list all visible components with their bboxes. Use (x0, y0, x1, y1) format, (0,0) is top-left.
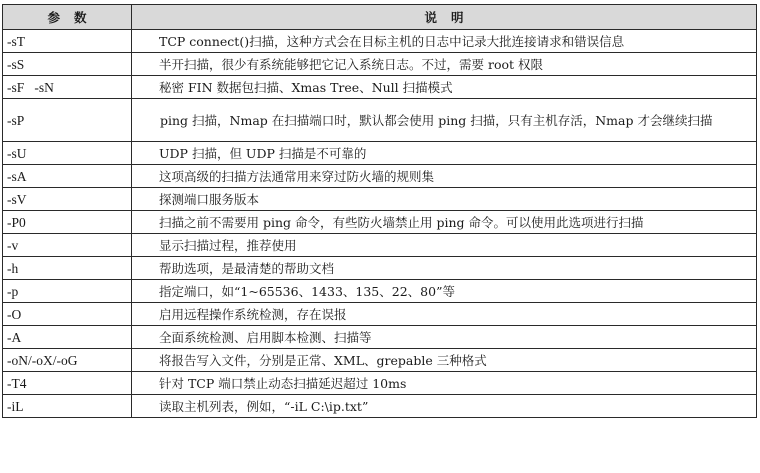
param-cell: -sU (3, 142, 132, 165)
desc-cell: 帮助选项，是最清楚的帮助文档 (132, 257, 757, 280)
param-cell: -sF -sN (3, 76, 132, 99)
nmap-parameter-table-container (2, 4, 756, 418)
desc-cell: 指定端口，如“1~65536、1433、135、22、80”等 (132, 280, 757, 303)
param-cell: -iL (3, 395, 132, 418)
desc-cell: 扫描之前不需要用 ping 命令，有些防火墙禁止用 ping 命令。可以使用此选项进行扫描 (132, 211, 757, 234)
table-row (3, 372, 757, 395)
desc-cell: 将报告写入文件，分别是正常、XML、grepable 三种格式 (132, 349, 757, 372)
param-cell: -oN/-oX/-oG (3, 349, 132, 372)
table-row (3, 303, 757, 326)
table-row (3, 53, 757, 76)
desc-cell: 秘密 FIN 数据包扫描、Xmas Tree、Null 扫描模式 (132, 76, 757, 99)
param-cell: -sS (3, 53, 132, 76)
desc-cell: 显示扫描过程，推荐使用 (132, 234, 757, 257)
param-cell: -sT (3, 30, 132, 53)
table-row (3, 326, 757, 349)
param-cell: -sV (3, 188, 132, 211)
table-row (3, 76, 757, 99)
table-row (3, 349, 757, 372)
table-row (3, 99, 757, 142)
table-row (3, 211, 757, 234)
header-param: 参数 (3, 5, 132, 30)
desc-cell: 半开扫描，很少有系统能够把它记入系统日志。不过，需要 root 权限 (132, 53, 757, 76)
table-row (3, 142, 757, 165)
param-cell: -p (3, 280, 132, 303)
param-cell: -A (3, 326, 132, 349)
nmap-parameter-table (2, 4, 757, 418)
table-row (3, 165, 757, 188)
param-cell: -h (3, 257, 132, 280)
desc-cell: TCP connect()扫描，这种方式会在目标主机的日志中记录大批连接请求和错误信息 (132, 30, 757, 53)
desc-cell: ping 扫描，Nmap 在扫描端口时，默认都会使用 ping 扫描，只有主机存活，Nmap 才会继续扫描 (132, 99, 757, 142)
table-row (3, 257, 757, 280)
param-cell: -v (3, 234, 132, 257)
table-row (3, 234, 757, 257)
param-cell: -P0 (3, 211, 132, 234)
desc-cell: 启用远程操作系统检测，存在误报 (132, 303, 757, 326)
desc-cell: 读取主机列表，例如，“-iL C:\ip.txt” (132, 395, 757, 418)
desc-cell: 这项高级的扫描方法通常用来穿过防火墙的规则集 (132, 165, 757, 188)
table-row (3, 188, 757, 211)
desc-cell: UDP 扫描，但 UDP 扫描是不可靠的 (132, 142, 757, 165)
header-desc: 说明 (132, 5, 757, 30)
table-row (3, 30, 757, 53)
param-cell: -O (3, 303, 132, 326)
param-cell: -sP (3, 99, 132, 142)
desc-cell: 全面系统检测、启用脚本检测、扫描等 (132, 326, 757, 349)
table-row (3, 395, 757, 418)
desc-cell: 探测端口服务版本 (132, 188, 757, 211)
table-row (3, 280, 757, 303)
param-cell: -sA (3, 165, 132, 188)
header-row (3, 5, 757, 30)
desc-cell: 针对 TCP 端口禁止动态扫描延迟超过 10ms (132, 372, 757, 395)
param-cell: -T4 (3, 372, 132, 395)
